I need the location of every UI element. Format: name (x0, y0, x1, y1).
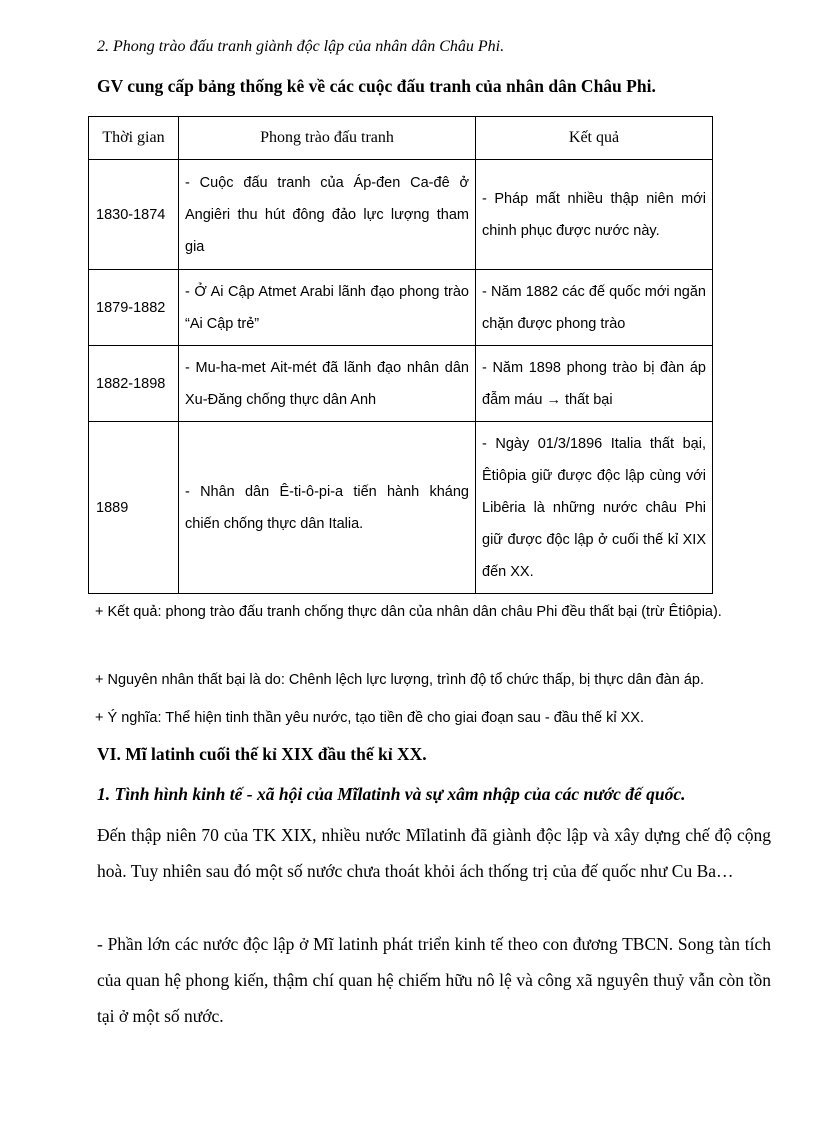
table-row (89, 270, 713, 346)
cell-time: 1882-1898 (89, 346, 179, 422)
table-header-row (89, 117, 713, 160)
cell-result: - Năm 1882 các đế quốc mới ngăn chặn được phong trào (476, 270, 713, 346)
note-cause: + Nguyên nhân thất bại là do: Chênh lệch lực lượng, trình độ tổ chức thấp, bị thực dân đàn áp. (95, 672, 704, 688)
paragraph-1: Đến thập niên 70 của TK XIX, nhiều nước Mĩlatinh đã giành độc lập và xây dựng chế độ cộng hoà. Tuy nhiên sau đó một số nước chưa thoát khỏi ách thống trị của đế quốc như Cu Ba… (97, 825, 771, 881)
cell-time: 1879-1882 (89, 270, 179, 346)
cell-movement: - Nhân dân Ê-ti-ô-pi-a tiến hành kháng chiến chống thực dân Italia. (179, 422, 476, 594)
table-row (89, 422, 713, 594)
subheading-1: 1. Tình hình kinh tế - xã hội của Mĩlatinh và sự xâm nhập của các nước đế quốc. (97, 784, 686, 804)
header-result: Kết quả (476, 117, 713, 160)
table-row (89, 346, 713, 422)
intro-text: GV cung cấp bảng thống kê về các cuộc đấu tranh của nhân dân Châu Phi. (97, 76, 656, 96)
paragraph-2: - Phần lớn các nước độc lập ở Mĩ latinh phát triển kinh tế theo con đương TBCN. Song tàn tích của quan hệ phong kiến, thậm chí quan hệ chiếm hữu nô lệ và công xã nguyên thuỷ vẫn còn tồn tại ở một số nước. (97, 934, 771, 1026)
cell-movement: - Cuộc đấu tranh của Áp-đen Ca-đê ở Angiêri thu hút đông đảo lực lượng tham gia (179, 160, 476, 270)
cell-time: 1830-1874 (89, 160, 179, 270)
cell-movement: - Ở Ai Cập Atmet Arabi lãnh đạo phong trào “Ai Cập trẻ” (179, 270, 476, 346)
cell-result: - Ngày 01/3/1896 Italia thất bại, Êtiôpia giữ được độc lập cùng với Libêria là những nước châu Phi giữ được độc lập ở cuối thế kỉ XIX đến XX. (476, 422, 713, 594)
header-time: Thời gian (89, 117, 179, 160)
note-result: + Kết quả: phong trào đấu tranh chống thực dân của nhân dân châu Phi đều thất bại (trừ Êtiôpia). (95, 604, 722, 620)
cell-result: - Pháp mất nhiều thập niên mới chinh phục được nước này. (476, 160, 713, 270)
note-meaning: + Ý nghĩa: Thể hiện tinh thần yêu nước, tạo tiền đề cho giai đoạn sau - đầu thế kỉ XX. (95, 710, 644, 726)
header-movement: Phong trào đấu tranh (179, 117, 476, 160)
struggle-table (88, 116, 713, 594)
cell-movement: - Mu-ha-met Ait-mét đã lãnh đạo nhân dân Xu-Đăng chống thực dân Anh (179, 346, 476, 422)
cell-time: 1889 (89, 422, 179, 594)
table-row (89, 160, 713, 270)
section-title: 2. Phong trào đấu tranh giành độc lập của nhân dân Châu Phi. (97, 38, 505, 55)
cell-result: - Năm 1898 phong trào bị đàn áp đẫm máu → thất bại (476, 346, 713, 422)
heading-section-vi: VI. Mĩ latinh cuối thế kỉ XIX đầu thế kỉ XX. (97, 744, 427, 764)
